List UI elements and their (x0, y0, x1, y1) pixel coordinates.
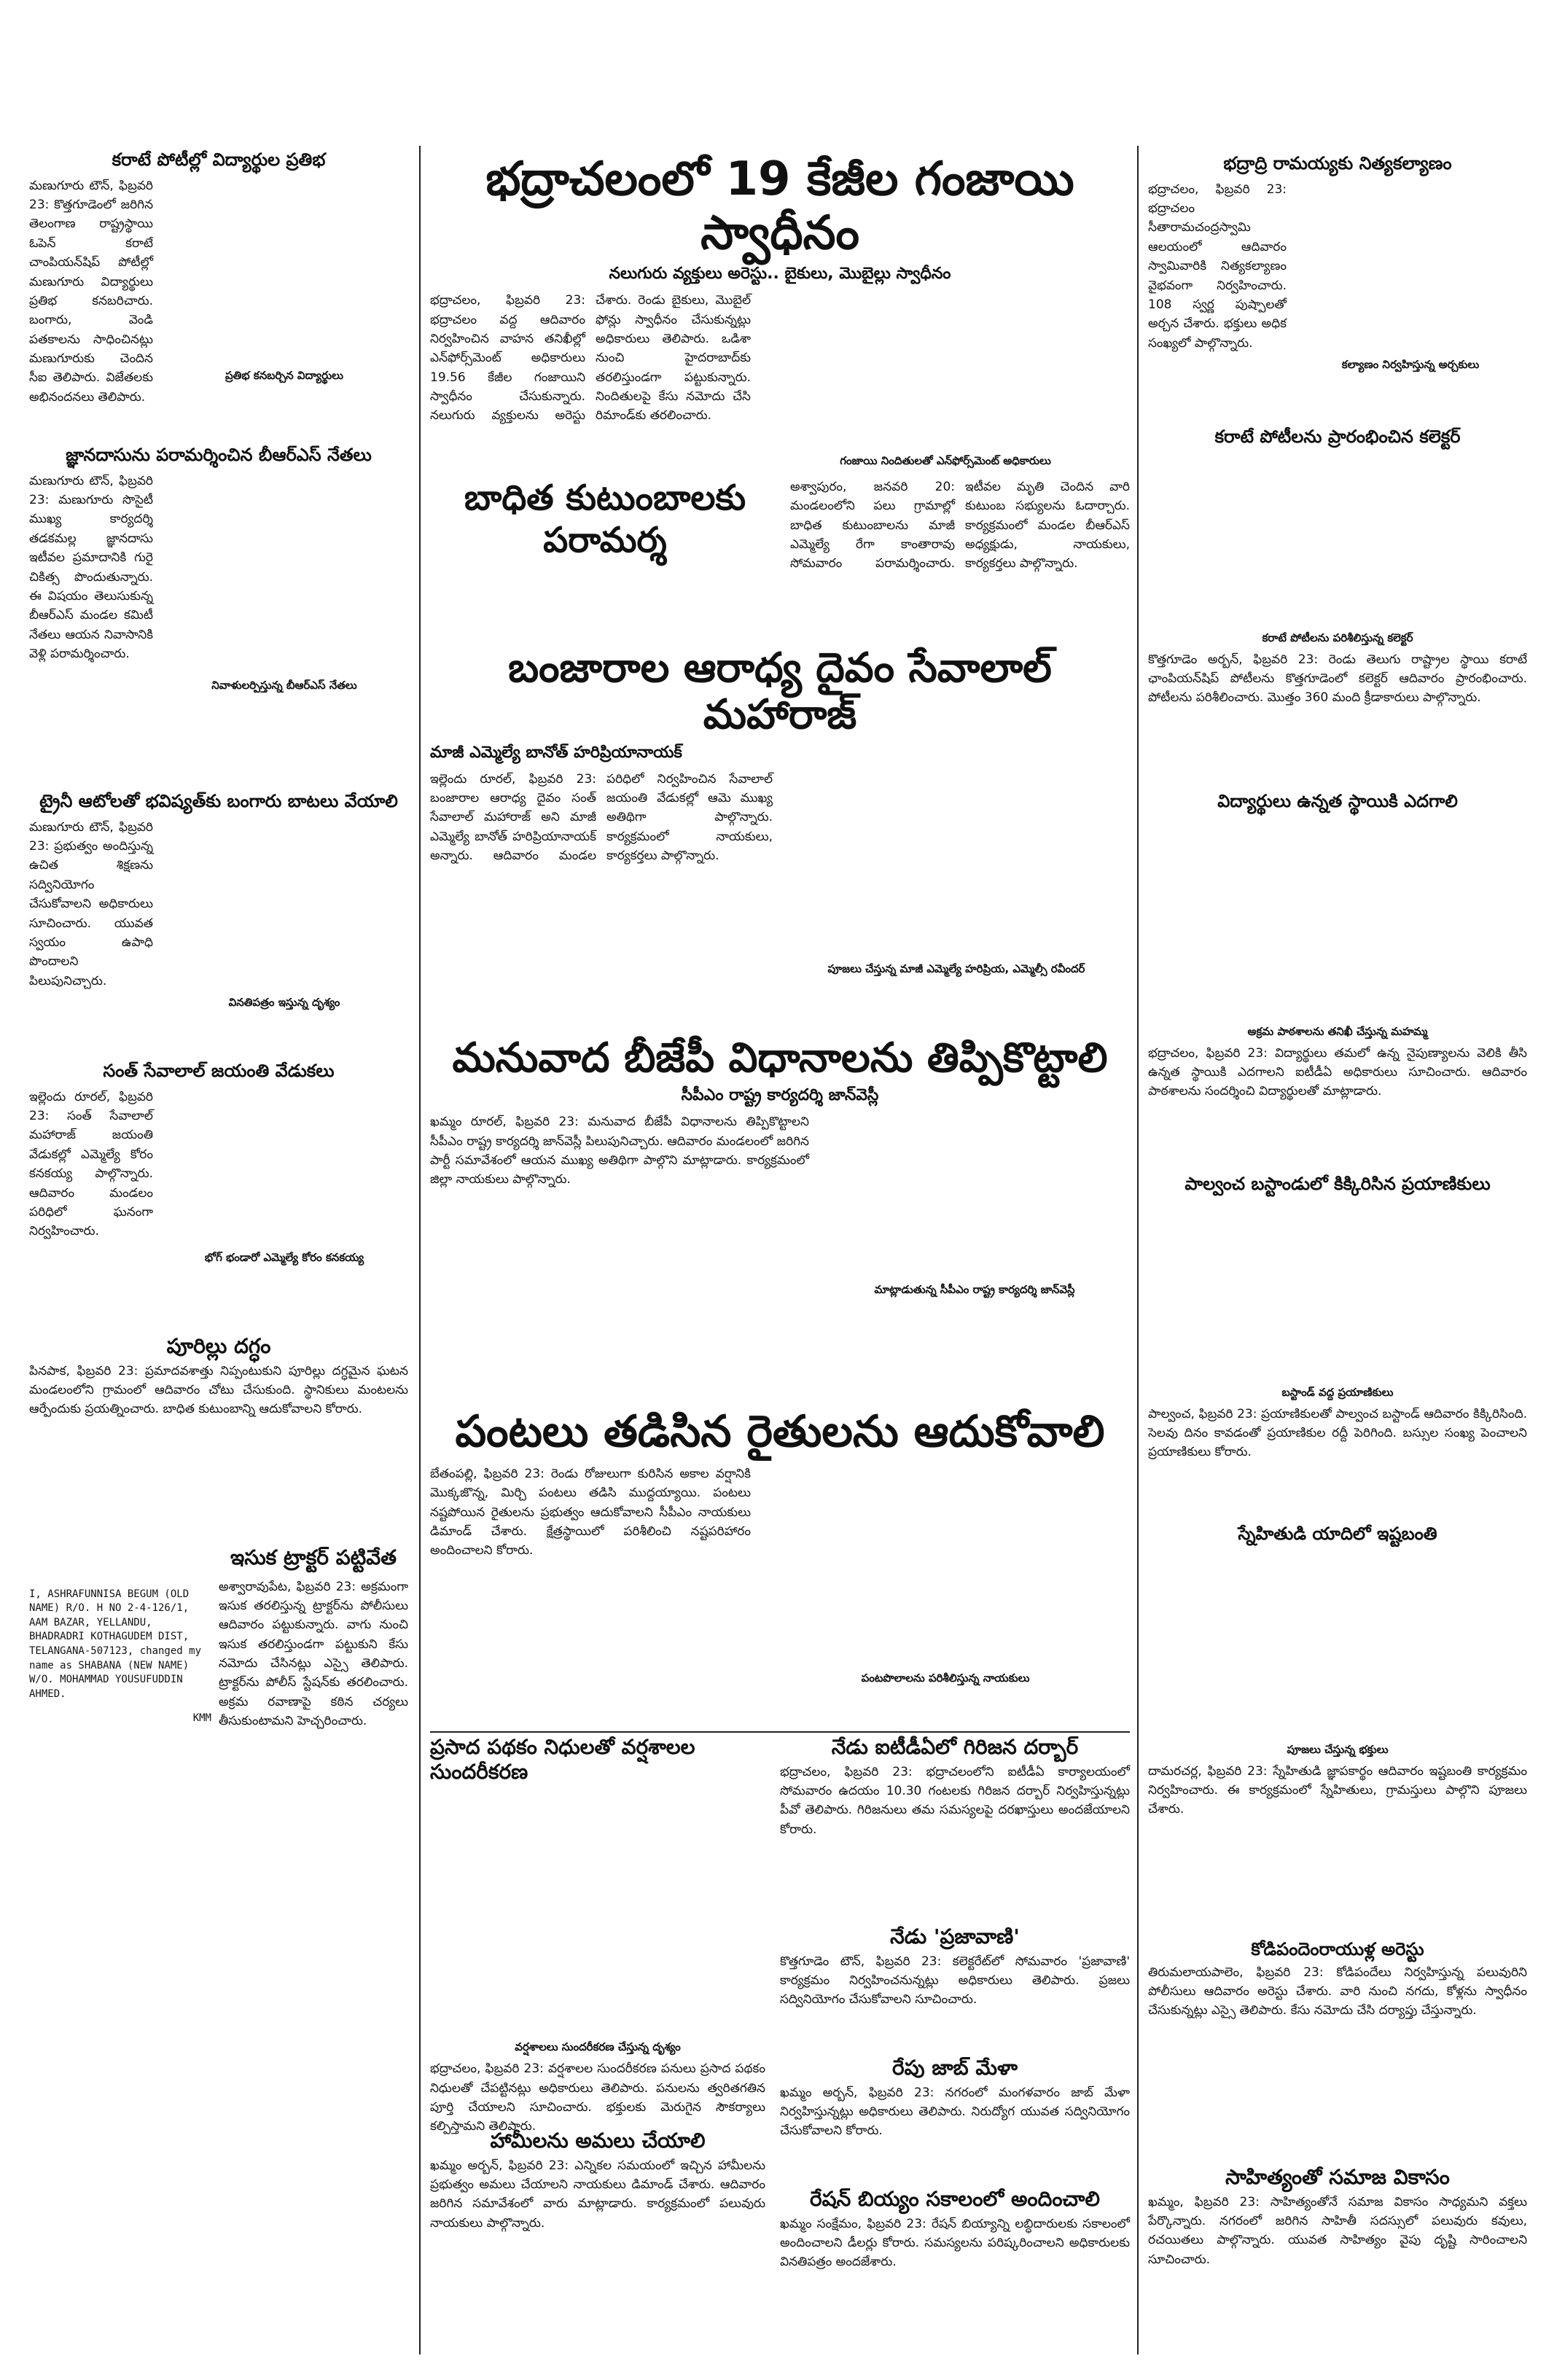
bus-article (1148, 1174, 1527, 1516)
section-divider (430, 1731, 1130, 1733)
headline: ఇసుక ట్రాక్టర్ పట్టివేత (230, 1545, 397, 1569)
article-body: ఖమ్మం, ఫిబ్రవరి 23: సాహిత్యంతోనే సమాజ వికాసం సాధ్యమని వక్తలు పేర్కొన్నారు. నగరంలో జరిగిన సాహితీ సదస్సులో పలువురు కవులు, రచయితలు పాల్గొన్నారు. యువత సాహిత్యం వైపు దృష్టి సారించాలని సూచించారు. (1148, 2194, 1527, 2267)
article-body: దామరచర్ల, ఫిబ్రవరి 23: స్నేహితుడి జ్ఞాపకార్థం ఆదివారం ఇష్టబంతి కార్యక్రమం నిర్వహించారు. ఈ కార్యక్రమంలో స్నేహితులు, గ్రామస్తులు పాల్గొని పూజలు చేశారు. (1148, 1763, 1527, 1817)
headline: సంత్ సేవాలాల్ జయంతి వేడుకలు (103, 1061, 335, 1081)
sevalal-jayanti-article (29, 1061, 408, 1319)
photo-caption: బస్టాండ్ వద్ద ప్రయాణికులు (1281, 1385, 1394, 1399)
headline: పాల్వంచ బస్టాండులో కిక్కిరిసిన ప్రయాణికులు (1185, 1174, 1491, 1194)
puri-article (29, 1334, 408, 1516)
article-body: ఇల్లెందు రూరల్, ఫిబ్రవరి 23: బంజారాల ఆరాధ్య దైవం సంత్ సేవాలాల్ మహారాజ్ అని మాజీ ఎమ్మెల్యే బానోత్ హరిప్రియానాయక్ అన్నారు. ఆదివారం మండల పరిధిలో నిర్వహించిన సేవాలాల్ జయంతి వేడుకల్లో ఆమె ముఖ్య అతిథిగా పాల్గొన్నారు. కార్యక్రమంలో నాయకులు, కార్యకర్తలు పాల్గొన్నారు. (430, 771, 773, 864)
headline: పూరిల్లు దగ్ధం (166, 1334, 271, 1358)
photo (783, 770, 1130, 959)
notice-code: KMM (192, 1712, 211, 1725)
column-divider (1137, 146, 1139, 2354)
photo-caption: పూజలు చేస్తున్న భక్తులు (1287, 1742, 1389, 1756)
prasada-article (430, 1735, 765, 2134)
lead-headline: భద్రాచలంలో 19 కేజీల గంజాయి స్వాధీనం (485, 152, 1074, 260)
karate-article (29, 149, 408, 441)
photo (819, 1112, 1130, 1280)
photo-caption: అక్రమ పాఠశాలను తనిఖీ చేస్తున్న మహమ్మ (1247, 1024, 1428, 1038)
photo (160, 472, 408, 676)
vidyarthulu-article (1148, 791, 1527, 1170)
photo (430, 1790, 765, 2037)
photo-caption: భోగ్ భండారో ఎమ్మెల్యే కోరం కనకయ్య (204, 1250, 364, 1264)
hamilu-article (430, 2129, 765, 2347)
headline: జ్ఞానదాసును పరామర్శించిన బీఆర్ఎస్ నేతలు (66, 445, 372, 465)
photo (761, 1464, 1130, 1669)
article-body: ఖమ్మం రూరల్, ఫిబ్రవరి 23: మనువాద బీజేపీ విధానాలను తిప్పికొట్టాలని సీపీఎం రాష్ట్ర కార్యదర్శి జాన్‌వెస్లీ పిలుపునిచ్చారు. ఆదివారం మండలంలో జరిగిన పార్టీ సమావేశంలో ఆయన ముఖ్య అతిథిగా పాల్గొని మాట్లాడారు. కార్యక్రమంలో జిల్లా నాయకులు పాల్గొన్నారు. (430, 1115, 809, 1187)
headline: కరాటే పోటీలను ప్రారంభించిన కలెక్టర్ (1214, 426, 1461, 447)
photo-caption: ప్రతిభ కనబర్చిన విద్యార్థులు (225, 368, 343, 382)
article-body: అశ్వారావుపేట, ఫిబ్రవరి 23: అక్రమంగా ఇసుక తరలిస్తున్న ట్రాక్టర్‌ను పోలీసులు ఆదివారం పట్టుకున్నారు. వాగు నుంచి ఇసుక తరలిస్తుండగా పట్టుకుని కేసు నమోదు చేసినట్లు ఎస్సై తెలిపారు. ట్రాక్టర్‌ను పోలీస్ స్టేషన్‌కు తరలించారు. అక్రమ రవాణాపై కఠిన చర్యలు తీసుకుంటామని హెచ్చరించారు. (219, 1579, 408, 1728)
headline: హామీలను అమలు చేయాలి (490, 2129, 706, 2153)
article-body: పాల్వంచ, ఫిబ్రవరి 23: ప్రయాణికులతో పాల్వంచ బస్టాండ్ ఆదివారం కిక్కిరిసింది. సెలవు దినం కావడంతో ప్రయాణికుల రద్దీ పెరిగింది. బస్సుల సంఖ్య పెంచాలని ప్రయాణికులు కోరారు. (1148, 1406, 1527, 1460)
article-body: ఖమ్మం అర్బన్, ఫిబ్రవరి 23: ఎన్నికల సమయంలో ఇచ్చిన హామీలను ప్రభుత్వం అమలు చేయాలని నాయకులు డిమాండ్ చేశారు. ఆదివారం జరిగిన సమావేశంలో వారు మాట్లాడారు. కార్యక్రమంలో పలువురు నాయకులు పాల్గొన్నారు. (430, 2158, 765, 2231)
photo (430, 561, 780, 612)
photo-caption: కరాటే పోటీలను పరిశీలిస్తున్న కలెక్టర్ (1262, 631, 1413, 644)
headline: భద్రాద్రి రామయ్యకు నిత్యకల్యాణం (1223, 153, 1452, 173)
photo (1148, 818, 1527, 1022)
headline: సాహిత్యంతో సమాజ వికాసం (1225, 2165, 1450, 2189)
photo-caption: వర్షశాలలు సుందరీకరణ చేస్తున్న దృశ్యం (515, 2040, 681, 2054)
column-divider (419, 146, 421, 2354)
collector-article (1148, 426, 1527, 776)
headline: కోడిపందెంరాయుళ్ల అరెస్టు (1251, 1939, 1424, 1959)
photo (761, 291, 1130, 451)
ration-article (780, 2187, 1130, 2347)
photo-caption: నివాళులర్పిస్తున్న బీఆర్ఎస్ నేతలు (211, 678, 357, 692)
photo-caption: గంజాయి నిందితులతో ఎన్‌ఫోర్స్‌మెంట్ అధికారులు (840, 454, 1051, 468)
article-body: భద్రాచలం, ఫిబ్రవరి 23: భద్రాచలం సీతారామచంద్రస్వామి ఆలయంలో ఆదివారం స్వామివారికి నిత్యకల్యాణం వైభవంగా నిర్వహించారు. 108 స్వర్ణ పుష్పాలతో అర్చన చేశారు. భక్తులు అధిక సంఖ్యలో పాల్గొన్నారు. (1148, 182, 1287, 351)
girijana-article (780, 1735, 1130, 1917)
article-body: మణుగూరు టౌన్, ఫిబ్రవరి 23: ప్రభుత్వం అందిస్తున్న ఉచిత శిక్షణను సద్వినియోగం చేసుకోవాలని అధికారులు సూచించారు. యువత స్వయం ఉపాధి పొందాలని పిలుపునిచ్చారు. (29, 819, 153, 988)
headline: మనువాద బీజేపీ విధానాలను తిప్పికొట్టాలి (452, 1034, 1108, 1082)
banjara-article (430, 645, 1130, 1017)
headline: నేడు ఐటీడీఏలో గిరిజన దర్బార్ (831, 1735, 1079, 1759)
article-body: ఖమ్మం అర్బన్, ఫిబ్రవరి 23: నగరంలో మంగళవారం జాబ్ మేళా నిర్వహిస్తున్నట్లు అధికారులు తెలిపారు. నిరుద్యోగ యువత సద్వినియోగం చేసుకోవాలని కోరారు. (780, 2085, 1130, 2139)
headline: స్నేహితుడి యాదిలో ఇష్టబంతి (1238, 1523, 1437, 1544)
article-body: అశ్వాపురం, జనవరి 20: మండలంలోని పలు గ్రామాల్లో బాధిత కుటుంబాలను మాజీ ఎమ్మెల్యే రేగా కాంతారావు సోమవారం పరామర్శించారు. ఇటీవల మృతి చెందిన వారి కుటుంబ సభ్యులను ఓదార్చారు. కార్యక్రమంలో మండల బీఆర్ఎస్ అధ్యక్షుడు, నాయకులు, కార్యకర్తలు పాల్గొన్నారు. (790, 480, 1130, 571)
article-body: భద్రాచలం, ఫిబ్రవరి 23: భద్రాచలంలోని ఐటీడీఏ కార్యాలయంలో సోమవారం ఉదయం 10.30 గంటలకు గిరిజన దర్బార్ నిర్వహిస్తున్నట్లు పీవో తెలిపారు. గిరిజనులు తమ సమస్యలపై దరఖాస్తులు అందజేయాలని కోరారు. (780, 1764, 1130, 1837)
subheadline: సీపీఎం రాష్ట్ర కార్యదర్శి జాన్‌వెస్లీ (681, 1086, 879, 1105)
photo (160, 1088, 408, 1248)
lead-ganja-article (430, 153, 1130, 474)
photo-caption: పూజలు చేస్తున్న మాజీ ఎమ్మెల్యే హరిప్రియ, ఎమ్మెల్సీ రవీందర్ (827, 961, 1085, 975)
headline: బాధిత కుటుంబాలకు పరామర్శ (464, 477, 746, 561)
sahityam-article (1148, 2165, 1527, 2354)
article-body: ఖమ్మం సంక్షేమం, ఫిబ్రవరి 23: రేషన్ బియ్యాన్ని లబ్ధిదారులకు సకాలంలో అందించాలని డీలర్లు కోరారు. సమస్యలను పరిష్కరించాలని అధికారులకు వినతిపత్రం అందజేశారు. (780, 2216, 1130, 2270)
isuka-article (29, 1545, 408, 1954)
photo (160, 818, 408, 993)
headline: బంజారాల ఆరాధ్య దైవం సేవాలాల్ మహారాజ్ (508, 644, 1052, 739)
article-body: భద్రాచలం, ఫిబ్రవరి 23: వర్షశాలల సుందరీకరణ పనులు ప్రసాద పథకం నిధులతో చేపట్టినట్లు అధికారులు తెలిపారు. పనులను త్వరితగతిన పూర్తి చేయాలని సూచించారు. భక్తులకు మెరుగైన సౌకర్యాలు కల్పిస్తామని తెలిపారు. (430, 2061, 765, 2134)
subheadline: నలుగురు వ్యక్తులు అరెస్టు.. బైకులు, మొబైల్లు స్వాధీనం (609, 265, 951, 284)
article-body: ఇల్లెందు రూరల్, ఫిబ్రవరి 23: సంత్ సేవాలాల్ మహారాజ్ జయంతి వేడుకల్లో ఎమ్మెల్యే కోరం కనకయ్య పాల్గొన్నారు. ఆదివారం మండలం పరిధిలో ఘనంగా నిర్వహించారు. (29, 1089, 153, 1239)
photo-caption: పంటపొలాలను పరిశీలిస్తున్న నాయకులు (861, 1671, 1030, 1685)
photo (1294, 180, 1527, 355)
prajavani-article (780, 1924, 1130, 2048)
trainee-article (29, 791, 408, 1057)
article-body: భద్రాచలం, ఫిబ్రవరి 23: విద్యార్థులు తమలో ఉన్న నైపుణ్యాలను వెలికి తీసి ఉన్నత స్థాయికి ఎదగాలని ఐటీడీఏ అధికారులు సూచించారు. ఆదివారం పాఠశాలను సందర్శించి విద్యార్థులతో మాట్లాడారు. (1148, 1045, 1527, 1099)
article-body: మణుగూరు టౌన్, ఫిబ్రవరి 23: మణుగూరు సొసైటీ ముఖ్య కార్యదర్శి తడకమల్ల జ్ఞానదాసు ఇటీవల ప్రమాదానికి గురై చికిత్స పొందుతున్నారు. ఈ విషయం తెలుసుకున్న బీఆర్ఎస్ మండల కమిటీ నేతలు ఆయన నివాసానికి వెళ్లి పరామర్శించారు. (29, 473, 153, 661)
photo (1148, 1201, 1527, 1383)
bhadhita-article (430, 477, 1130, 638)
photo (1148, 453, 1527, 628)
headline: విద్యార్థులు ఉన్నత స్థాయికి ఎదగాలి (1217, 791, 1458, 811)
headline: కరాటే పోటీల్లో విద్యార్థుల ప్రతిభ (112, 149, 326, 170)
photo (1148, 1550, 1527, 1740)
kodipandem-article (1148, 1939, 1527, 2158)
pantalu-article (430, 1407, 1130, 1728)
jnanadasu-article (29, 445, 408, 787)
headline: పంటలు తడిసిన రైతులను ఆదుకోవాలి (455, 1406, 1105, 1457)
headline: రేషన్ బియ్యం సకాలంలో అందించాలి (810, 2187, 1100, 2211)
sneha-article (1148, 1523, 1527, 1932)
article-body: పినపాక, ఫిబ్రవరి 23: ప్రమాదవశాత్తు నిప్పంటుకుని పూరిల్లు దగ్ధమైన ఘటన మండలంలోని గ్రామంలో ఆదివారం చోటు చేసుకుంది. స్థానికులు మంటలను ఆర్పేందుకు ప్రయత్నించారు. బాధిత కుటుంబాన్ని ఆదుకోవాలని కోరారు. (29, 1363, 408, 1417)
article-body: భద్రాచలం, ఫిబ్రవరి 23: భద్రాచలం వద్ద ఆదివారం నిర్వహించిన వాహన తనిఖీల్లో ఎన్‌ఫోర్స్‌మెంట్ అధికారులు 19.56 కేజీల గంజాయిని స్వాధీనం చేసుకున్నారు. నలుగురు వ్యక్తులను అరెస్టు చేశారు. రెండు బైకులు, మొబైల్ ఫోన్లు స్వాధీనం చేసుకున్నట్లు అధికారులు తెలిపారు. ఒడిశా నుంచి హైదరాబాద్‌కు తరలిస్తుండగా పట్టుకున్నారు. నిందితులపై కేసు నమోదు చేసి రిమాండ్‌కు తరలించారు. (430, 293, 751, 424)
article-body: కొత్తగూడెం అర్బన్, ఫిబ్రవరి 23: రెండు తెలుగు రాష్ట్రాల స్థాయి కరాటే ఛాంపియన్‌షిప్ పోటీలను కొత్తగూడెంలో కలెక్టర్ ఆదివారం ప్రారంభించారు. పోటీలను పరిశీలించారు. మొత్తం 360 మంది క్రీడాకారులు పాల్గొన్నారు. (1148, 652, 1527, 706)
article-body: తిరుమలాయపాలెం, ఫిబ్రవరి 23: కోడిపందేలు నిర్వహిస్తున్న పలువురిని పోలీసులు ఆదివారం అరెస్టు చేశారు. వారి నుంచి నగదు, కోళ్లను స్వాధీనం చేసుకున్నట్లు ఎస్సై తెలిపారు. కేసు నమోదు చేసి దర్యాప్తు చేస్తున్నారు. (1148, 1965, 1527, 2018)
article-body: కొత్తగూడెం టౌన్, ఫిబ్రవరి 23: కలెక్టరేట్‌లో సోమవారం 'ప్రజావాణి' కార్యక్రమం నిర్వహించనున్నట్లు అధికారులు తెలిపారు. ప్రజలు సద్వినియోగం చేసుకోవాలని సూచించారు. (780, 1954, 1130, 2008)
article-body: బేతంపల్లి, ఫిబ్రవరి 23: రెండు రోజులుగా కురిసిన అకాల వర్షానికి మొక్కజొన్న, మిర్చి పంటలు తడిసి ముద్దయ్యాయి. పంటలు నష్టపోయిన రైతులను ప్రభుత్వం ఆదుకోవాలని సీపీఎం నాయకులు డిమాండ్ చేశారు. క్షేత్రస్థాయిలో పరిశీలించి నష్టపరిహారం అందించాలని కోరారు. (430, 1467, 751, 1558)
headline: రేపు జాబ్ మేళా (892, 2056, 1018, 2080)
photo-caption: మాట్లాడుతున్న సీపీఎం రాష్ట్ర కార్యదర్శి జాన్‌వెస్లీ (874, 1283, 1075, 1297)
article-body: మణుగూరు టౌన్, ఫిబ్రవరి 23: కొత్తగూడెంలో జరిగిన తెలంగాణ రాష్ట్రస్థాయి ఓపెన్ కరాటే చాంపియన్‌షిప్ పోటీల్లో మణుగూరు విద్యార్థులు ప్రతిభ కనబరిచారు. బంగారు, వెండి పతకాలను సాధించినట్లు మణుగూరుకు చెందిన సీఐ తెలిపారు. విజేతలకు అభినందనలు తెలిపారు. (29, 178, 153, 405)
jobmela-article (780, 2056, 1130, 2180)
headline: నేడు 'ప్రజావాణి' (890, 1924, 1020, 1948)
name-change-notice: I, ASHRAFUNNISA BEGUM (OLD NAME) R/O. H NO 2-4-126/1, AAM BAZAR, YELLANDU, BHADRADRI KOTHAGUDEM DIST, TELANGANA-507123, changed my name as SHABANA (NEW NAME) W/O. MOHAMMAD YOUSUFUDDIN AHMED. (29, 1588, 202, 1700)
manuvada-article (430, 1035, 1130, 1370)
headline: ట్రైనీ ఆటోలతో భవిష్యత్‌కు బంగారు బాటలు వేయాలి (39, 791, 398, 811)
rama-article (1148, 153, 1527, 423)
photo (160, 176, 408, 366)
photo-caption: వినతిపత్రం ఇస్తున్న దృశ్యం (228, 995, 340, 1009)
subheadline: మాజీ ఎమ్మెల్యే బానోత్ హరిప్రియానాయక్ (430, 743, 682, 762)
headline: ప్రసాద పథకం నిధులతో వర్షశాలల సుందరీకరణ (430, 1735, 695, 1784)
photo-caption: కల్యాణం నిర్వహిస్తున్న అర్చకులు (1341, 357, 1480, 371)
